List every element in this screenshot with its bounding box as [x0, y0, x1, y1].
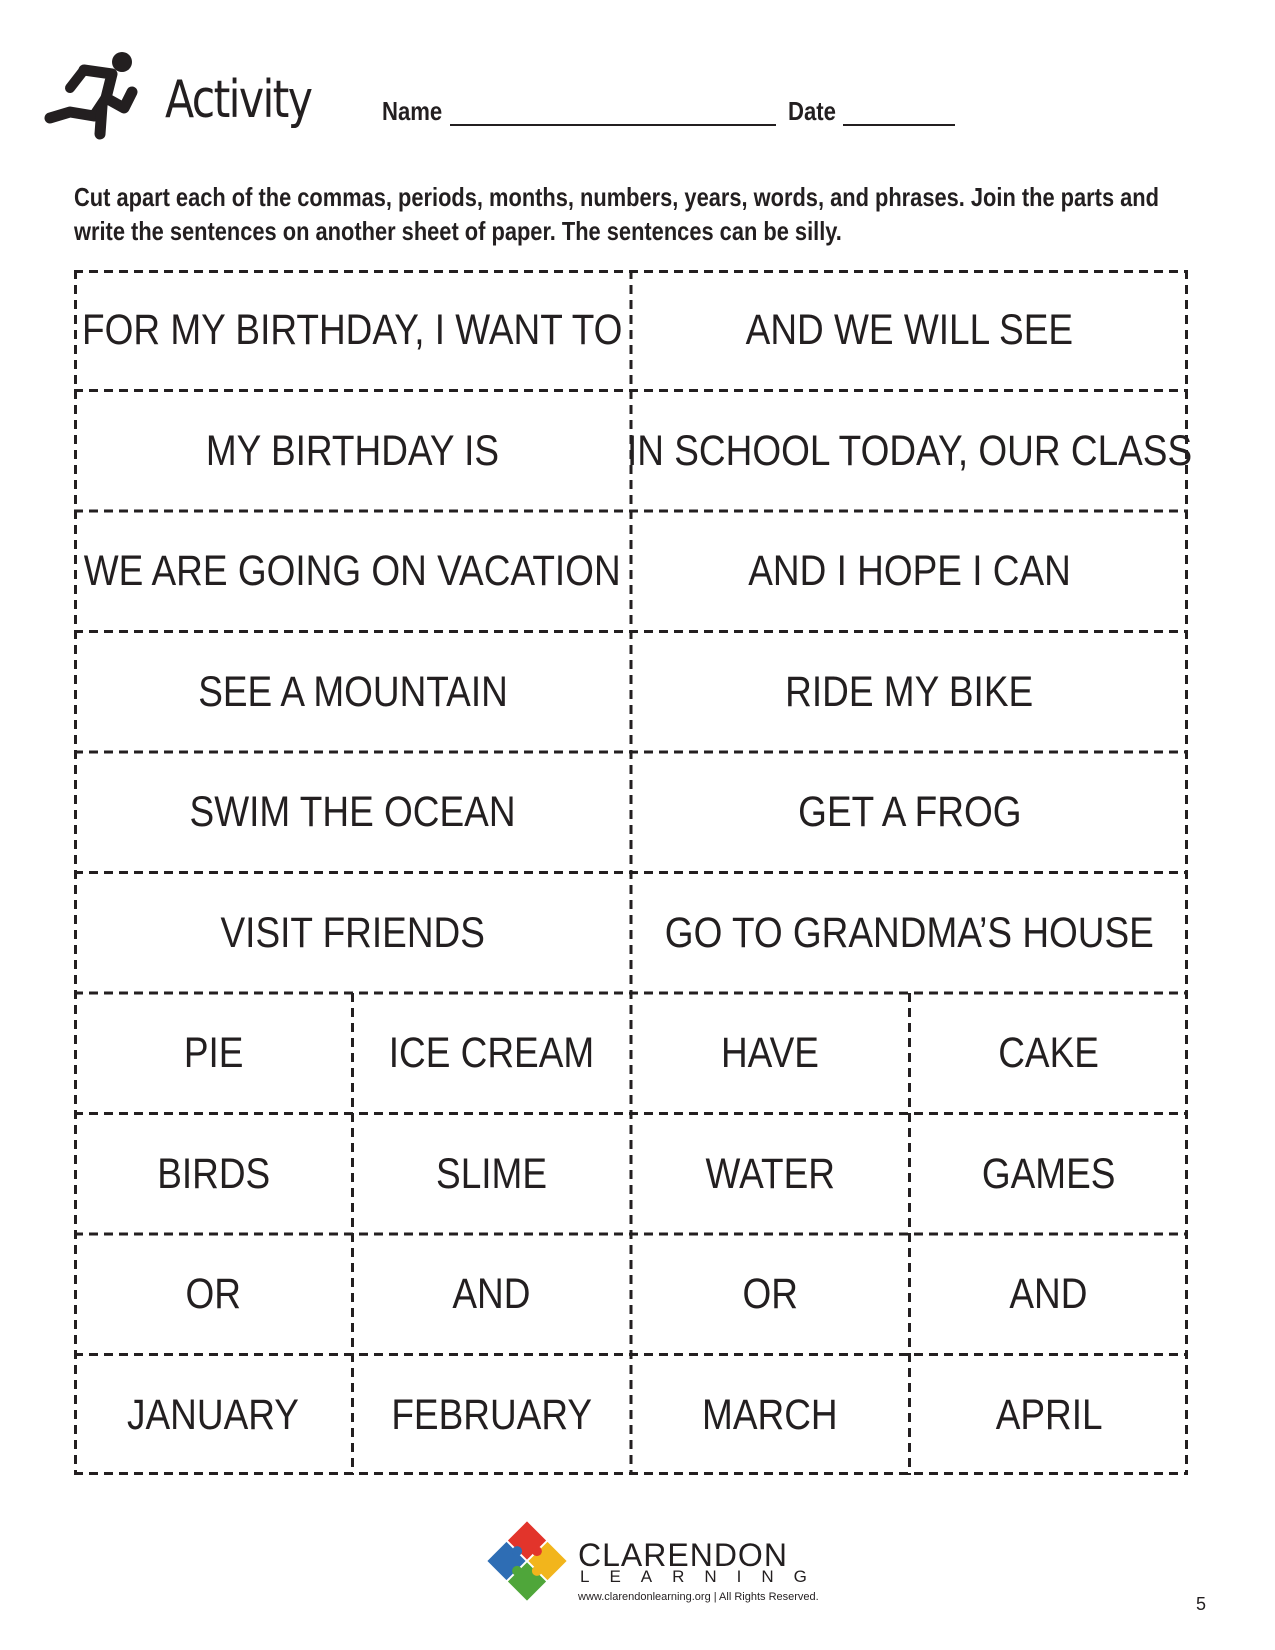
word-card-label: AND: [1009, 1270, 1088, 1319]
phrase-card[interactable]: [74, 752, 631, 873]
phrase-card[interactable]: [631, 873, 1188, 994]
word-card-label: WATER: [705, 1149, 835, 1198]
phrase-card-label: SWIM THE OCEAN: [189, 788, 516, 837]
word-card[interactable]: [631, 1114, 910, 1235]
phrase-card-label: WE ARE GOING ON VACATION: [84, 547, 621, 596]
word-card[interactable]: [74, 1114, 353, 1235]
word-card[interactable]: [910, 1234, 1189, 1355]
word-card[interactable]: [910, 1355, 1189, 1476]
phrase-card[interactable]: [74, 632, 631, 753]
word-card-label: ICE CREAM: [389, 1029, 595, 1078]
phrase-card-label: AND WE WILL SEE: [745, 306, 1074, 355]
phrase-card[interactable]: [74, 511, 631, 632]
phrase-card-label: VISIT FRIENDS: [220, 908, 485, 957]
word-card-label: SLIME: [436, 1149, 548, 1198]
page-number: 5: [1196, 1594, 1207, 1614]
word-card-label: JANUARY: [127, 1390, 300, 1439]
phrase-card[interactable]: [631, 270, 1188, 391]
phrase-card[interactable]: [631, 511, 1188, 632]
word-card[interactable]: [910, 993, 1189, 1114]
word-card-label: APRIL: [995, 1390, 1103, 1439]
phrase-card-label: MY BIRTHDAY IS: [205, 426, 500, 475]
instructions-text: Cut apart each of the commas, periods, months, numbers, years, words, and phrases. Join the parts and write the sentences on another sheet of paper. The sentences can be silly.: [74, 182, 1159, 246]
word-card[interactable]: [353, 1355, 632, 1476]
phrase-card[interactable]: [74, 873, 631, 994]
copyright-credit: www.clarendonlearning.org | All Rights Reserved.: [578, 1591, 819, 1603]
word-card[interactable]: [631, 1355, 910, 1476]
word-card[interactable]: [353, 1114, 632, 1235]
phrase-card[interactable]: [74, 391, 631, 512]
word-card-label: OR: [185, 1270, 241, 1319]
cut-out-grid: [74, 270, 1193, 1475]
puzzle-logo-icon: [484, 1518, 570, 1604]
page-title: Activity: [165, 70, 312, 130]
word-card-label: AND: [452, 1270, 531, 1319]
date-label: Date: [788, 96, 836, 126]
phrase-card-label: AND I HOPE I CAN: [748, 547, 1071, 596]
word-card[interactable]: [353, 1234, 632, 1355]
word-card-label: PIE: [183, 1029, 244, 1078]
name-field[interactable]: [450, 124, 776, 126]
phrase-card-label: RIDE MY BIKE: [785, 667, 1034, 716]
phrase-card[interactable]: [74, 270, 631, 391]
word-card[interactable]: [74, 993, 353, 1114]
word-card-label: OR: [742, 1270, 798, 1319]
word-card[interactable]: [631, 1234, 910, 1355]
word-card-label: CAKE: [998, 1029, 1100, 1078]
phrase-card-label: SEE A MOUNTAIN: [197, 667, 508, 716]
phrase-card-label: GO TO GRANDMA’S HOUSE: [664, 908, 1155, 957]
word-card-label: MARCH: [702, 1390, 839, 1439]
phrase-card[interactable]: [631, 752, 1188, 873]
phrase-card-label: GET A FROG: [797, 788, 1022, 837]
word-card-label: HAVE: [721, 1029, 820, 1078]
word-card[interactable]: [910, 1114, 1189, 1235]
word-card[interactable]: [74, 1234, 353, 1355]
word-card[interactable]: [74, 1355, 353, 1476]
word-card-label: FEBRUARY: [391, 1390, 593, 1439]
phrase-card-label: IN SCHOOL TODAY, OUR CLASS: [626, 426, 1193, 475]
worksheet-header: [0, 0, 1275, 160]
phrase-card[interactable]: [631, 632, 1188, 753]
brand-subtitle: LEARNING: [580, 1567, 827, 1586]
name-label: Name: [382, 96, 443, 126]
phrase-card[interactable]: [626, 391, 1193, 512]
word-card-label: BIRDS: [156, 1149, 270, 1198]
brand-name: CLARENDON: [578, 1537, 788, 1573]
date-field[interactable]: [843, 124, 955, 126]
phrase-card-label: FOR MY BIRTHDAY, I WANT TO: [82, 306, 623, 355]
word-card[interactable]: [353, 993, 632, 1114]
running-person-icon: [44, 48, 144, 140]
word-card-label: GAMES: [981, 1149, 1116, 1198]
word-card[interactable]: [631, 993, 910, 1114]
